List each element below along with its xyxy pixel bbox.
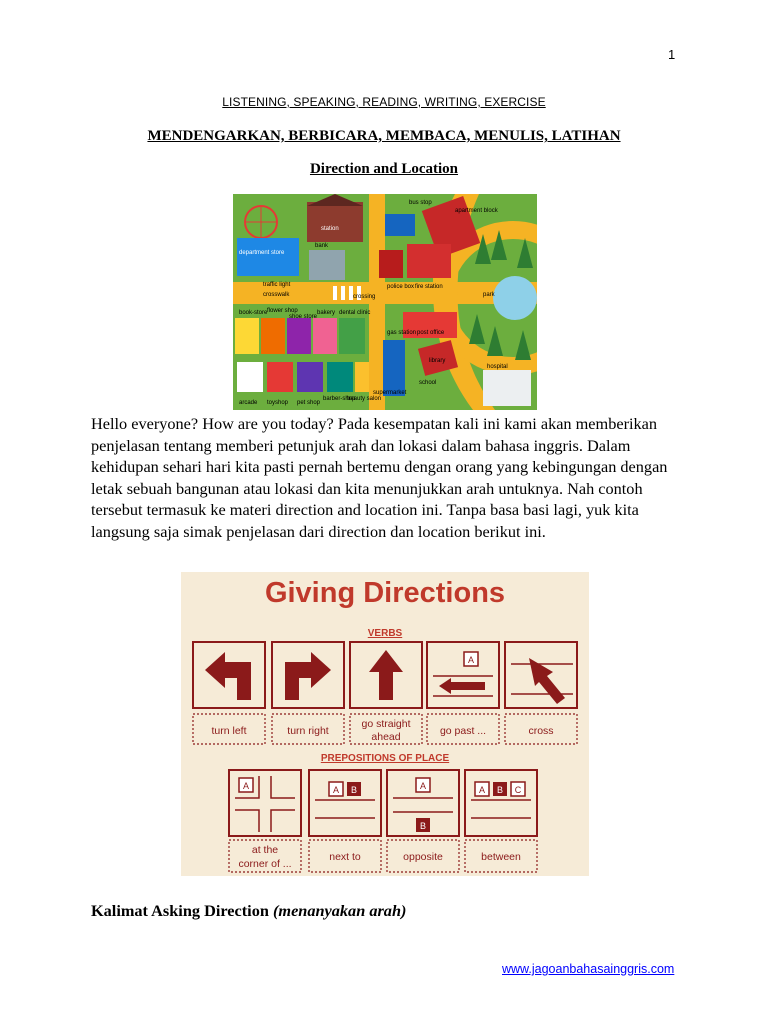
town-map-illustration <box>233 194 537 410</box>
between-icon <box>471 782 531 818</box>
giving-directions-svg <box>181 572 589 876</box>
map-label-school: school <box>419 380 437 386</box>
verb-label-turn-right: turn right <box>287 725 329 737</box>
town-map-svg <box>233 194 537 410</box>
fire-station-building <box>407 244 451 278</box>
next-to-icon <box>315 782 375 818</box>
verb-label-go-straight-2: ahead <box>371 731 401 743</box>
map-label-park: park <box>483 292 495 298</box>
svg-text:A: A <box>419 781 427 791</box>
chart-title: Giving Directions <box>264 577 506 609</box>
map-label-fire-station: fire station <box>415 284 443 290</box>
map-label-station: station <box>321 226 339 232</box>
svg-text:B: B <box>419 821 427 831</box>
map-label-hospital: hospital <box>487 364 508 370</box>
heading-subjects: LISTENING, SPEAKING, READING, WRITING, EXERCISE <box>222 95 546 109</box>
svg-text:A: A <box>242 781 250 791</box>
hospital-building <box>483 370 531 406</box>
cross-icon <box>511 658 573 704</box>
map-label-post-office: post office <box>417 330 445 336</box>
map-label-apartment: apartment block <box>455 208 498 214</box>
verb-label-go-straight: go straight <box>361 718 411 730</box>
bank-building <box>309 250 345 280</box>
svg-text:A: A <box>332 785 340 795</box>
map-label-library: library <box>429 358 446 364</box>
map-label-gas-station: gas station <box>387 330 417 336</box>
map-label-supermarket: supermarket <box>373 390 407 396</box>
prep-label-between: between <box>481 851 521 863</box>
gas-station-building <box>383 340 405 396</box>
prep-label-corner: at the <box>251 844 279 856</box>
svg-text:A: A <box>467 655 475 665</box>
map-label-pet-shop: pet shop <box>297 400 321 406</box>
asking-heading-italic: (menanyakan arah) <box>272 901 407 920</box>
heading-subjects-indonesian: MENDENGARKAN, BERBICARA, MEMBACA, MENULIS, LATIHAN <box>147 128 621 144</box>
shop-row <box>235 318 365 354</box>
prepositions-heading: PREPOSITIONS OF PLACE <box>320 753 450 764</box>
turn-right-icon <box>285 652 331 700</box>
asking-direction-heading <box>91 901 406 921</box>
go-straight-icon <box>369 650 403 700</box>
map-label-toyshop: toyshop <box>267 400 289 406</box>
svg-text:A: A <box>478 785 486 795</box>
asking-heading-bold: Kalimat Asking Direction <box>91 901 269 920</box>
department-store-building <box>237 238 299 276</box>
map-label-bookstore: book-store <box>239 310 268 316</box>
shop-row-bottom <box>237 362 369 392</box>
prep-label-corner-2: corner of ... <box>238 858 292 870</box>
map-label-arcade: arcade <box>239 400 258 406</box>
intro-paragraph: Hello everyone? How are you today? Pada kesempatan kali ini kami akan memberikan penjelasan tentang memberi petunjuk arah dan lokasi dalam bahasa inggris. Dalam kehidupan sehari hari kita pasti pernah bertemu dengan orang yang kebingungan dengan letak sebuah bangunan atau lokasi dan kita menunjukkan arah untuknya. Nah contoh tersebut termasuk ke materi direction and location ini. Tanpa basa basi lagi, yuk kita langsung saja simak penjelasan dari direction dan location berikut ini. <box>91 414 668 541</box>
verb-label-cross: cross <box>528 725 554 737</box>
map-label-barber-shop: barber-shop <box>323 396 356 402</box>
prep-label-opposite: opposite <box>403 851 443 863</box>
map-label-shoe-store: shoe store <box>289 314 318 320</box>
map-label-bus-stop: bus stop <box>409 200 432 206</box>
park-fountain <box>493 276 537 320</box>
heading-topic: Direction and Location <box>309 161 459 177</box>
turn-left-icon <box>205 652 251 700</box>
station-building <box>307 202 363 242</box>
svg-text:B: B <box>496 785 504 795</box>
map-label-traffic-light: traffic light <box>263 282 291 288</box>
svg-text:C: C <box>514 785 522 795</box>
page-number: 1 <box>668 47 676 62</box>
map-label-crossing: crossing <box>353 294 376 300</box>
verb-label-go-past: go past ... <box>439 725 487 737</box>
map-label-bank: bank <box>315 243 329 249</box>
map-label-dental-clinic: dental clinic <box>339 310 371 316</box>
verb-label-turn-left: turn left <box>211 725 247 737</box>
map-label-crosswalk: crosswalk <box>263 292 290 298</box>
verbs-heading: VERBS <box>367 628 403 639</box>
vertical-road <box>369 194 385 410</box>
map-label-beauty-salon: beauty salon <box>347 396 382 402</box>
map-label-flower-shop: flower shop <box>267 308 298 314</box>
giving-directions-chart <box>181 572 589 876</box>
go-past-icon <box>433 652 493 696</box>
map-label-police-box: police box <box>387 284 415 290</box>
footer-website-link[interactable]: www.jagoanbahasainggris.com <box>502 962 675 976</box>
prep-label-next-to: next to <box>329 851 361 863</box>
svg-text:B: B <box>350 785 358 795</box>
map-label-bakery: bakery <box>317 310 336 316</box>
map-label-department-store: department store <box>239 250 285 256</box>
opposite-icon <box>393 778 453 832</box>
